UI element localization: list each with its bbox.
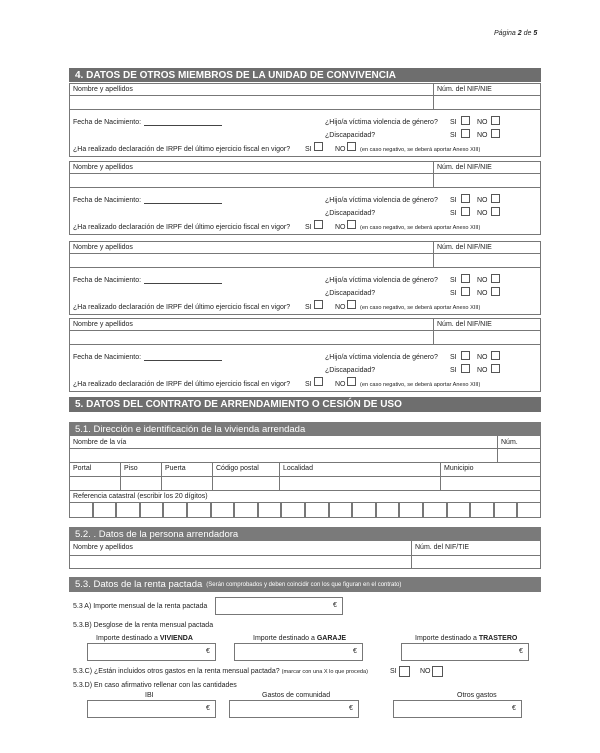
cadastral-digit-input[interactable]: [447, 502, 471, 518]
member-violence-no-checkbox[interactable]: [491, 351, 500, 360]
member-name-input[interactable]: [70, 96, 432, 108]
member-nif-input[interactable]: [434, 331, 540, 343]
member-violence-yes-checkbox[interactable]: [461, 274, 470, 283]
member-violence-yes-label: SI: [450, 354, 457, 361]
section-5-header: 5. DATOS DEL CONTRATO DE ARRENDAMIENTO O CESIÓN DE USO: [69, 397, 541, 412]
member-disability-yes-checkbox[interactable]: [461, 364, 470, 373]
other-expenses-note: (marcar con una X lo que proceda): [281, 669, 369, 675]
cadastral-digit-input[interactable]: [140, 502, 164, 518]
member-nif-label: Núm. del NIF/NIE: [437, 164, 492, 171]
cadastral-digit-input[interactable]: [258, 502, 282, 518]
member-nif-label: Núm. del NIF/NIE: [437, 321, 492, 328]
page-number: [494, 30, 537, 37]
member-irpf-yes-checkbox[interactable]: [314, 142, 323, 151]
landlord-nif-input[interactable]: [412, 556, 540, 568]
member-nif-input[interactable]: [434, 174, 540, 186]
garaje-input[interactable]: [234, 643, 363, 661]
member-violence-no-checkbox[interactable]: [491, 194, 500, 203]
member-violence-label: ¿Hijo/a víctima violencia de género?: [325, 119, 438, 126]
monthly-rent-currency: €: [333, 602, 337, 609]
cadastral-digit-input[interactable]: [187, 502, 211, 518]
other-expenses-no-label: NO: [420, 668, 431, 675]
page-total: 5: [533, 30, 538, 37]
member-irpf-no-checkbox[interactable]: [347, 300, 356, 309]
cadastral-digit-input[interactable]: [234, 502, 258, 518]
section-4-header: 4. DATOS DE OTROS MIEMBROS DE LA UNIDAD DE CONVIVENCIA: [69, 68, 541, 82]
cadastral-digit-input[interactable]: [93, 502, 117, 518]
puerta-label: Puerta: [165, 465, 186, 472]
member-birth-input[interactable]: [144, 360, 222, 361]
member-violence-no-label: NO: [477, 119, 488, 126]
member-irpf-note: (en caso negativo, se deberá aportar Anexo XIII): [360, 382, 481, 388]
member-nif-label: Núm. del NIF/NIE: [437, 86, 492, 93]
trastero-label: [415, 635, 517, 642]
member-nif-input[interactable]: [434, 96, 540, 108]
other-expenses-question: [73, 668, 368, 675]
member-disability-label: ¿Discapacidad?: [325, 132, 376, 139]
amounts-label: 5.3.D) En caso afirmativo rellenar con las cantidades: [73, 682, 237, 689]
cadastral-digit-input[interactable]: [423, 502, 447, 518]
member-violence-label: ¿Hijo/a víctima violencia de género?: [325, 197, 438, 204]
other-expenses-yes-label: SI: [390, 668, 397, 675]
member-disability-yes-checkbox[interactable]: [461, 129, 470, 138]
member-irpf-no-label: NO: [335, 304, 346, 311]
cadastral-digit-input[interactable]: [116, 502, 140, 518]
member-irpf-label: ¿Ha realizado declaración de IRPF del último ejercicio fiscal en vigor?: [73, 146, 291, 153]
member-irpf-yes-checkbox[interactable]: [314, 220, 323, 229]
street-label: Nombre de la vía: [73, 439, 127, 446]
member-violence-no-checkbox[interactable]: [491, 274, 500, 283]
member-irpf-label: ¿Ha realizado declaración de IRPF del último ejercicio fiscal en vigor?: [73, 224, 291, 231]
trastero-currency: €: [519, 648, 523, 655]
member-nif-input[interactable]: [434, 254, 540, 266]
other-currency: €: [512, 705, 516, 712]
member-violence-no-checkbox[interactable]: [491, 116, 500, 125]
page-label: Página: [494, 30, 516, 37]
member-nif-label: Núm. del NIF/NIE: [437, 244, 492, 251]
section-5-3-title: 5.3. Datos de la renta pactada: [75, 579, 203, 590]
page-current: 2: [517, 30, 522, 37]
vivienda-prefix: Importe destinado a: [96, 635, 158, 642]
member-irpf-no-checkbox[interactable]: [347, 377, 356, 386]
member-birth-label: Fecha de Nacimiento:: [73, 119, 142, 126]
cadastral-digit-input[interactable]: [211, 502, 235, 518]
member-violence-yes-checkbox[interactable]: [461, 194, 470, 203]
member-violence-yes-label: SI: [450, 119, 457, 126]
member-disability-no-checkbox[interactable]: [491, 207, 500, 216]
member-birth-label: Fecha de Nacimiento:: [73, 197, 142, 204]
garaje-bold: GARAJE: [316, 635, 347, 642]
ibi-currency: €: [206, 705, 210, 712]
section-5-2-header: 5.2. . Datos de la persona arrendadora: [69, 527, 541, 541]
garaje-label: [253, 635, 346, 642]
cadastral-digit-input[interactable]: [329, 502, 353, 518]
member-irpf-label: ¿Ha realizado declaración de IRPF del último ejercicio fiscal en vigor?: [73, 381, 291, 388]
cadastral-digit-input[interactable]: [517, 502, 541, 518]
postal-code-label: Código postal: [216, 465, 259, 472]
member-disability-yes-label: SI: [450, 210, 457, 217]
member-violence-no-label: NO: [477, 277, 488, 284]
municipality-label: Municipio: [444, 465, 474, 472]
trastero-input[interactable]: [401, 643, 529, 661]
trastero-bold: TRASTERO: [478, 635, 518, 642]
street-name-input[interactable]: [70, 449, 496, 461]
cadastral-digit-input[interactable]: [281, 502, 305, 518]
trastero-prefix: Importe destinado a: [415, 635, 477, 642]
section-5-3-header: [69, 577, 541, 592]
member-disability-no-checkbox[interactable]: [491, 364, 500, 373]
member-irpf-no-label: NO: [335, 381, 346, 388]
member-disability-label: ¿Discapacidad?: [325, 210, 376, 217]
ibi-label: IBI: [145, 692, 154, 699]
member-irpf-yes-label: SI: [305, 304, 312, 311]
community-label: Gastos de comunidad: [262, 692, 331, 699]
other-expenses-yes-checkbox[interactable]: [399, 666, 410, 677]
member-irpf-note: (en caso negativo, se deberá aportar Anexo XIII): [360, 225, 481, 231]
member-disability-label: ¿Discapacidad?: [325, 290, 376, 297]
member-disability-no-label: NO: [477, 367, 488, 374]
portal-label: Portal: [73, 465, 92, 472]
monthly-rent-input[interactable]: [215, 597, 343, 615]
monthly-rent-label: 5.3 A) Importe mensual de la renta pactada: [73, 603, 208, 610]
member-disability-yes-checkbox[interactable]: [461, 207, 470, 216]
member-disability-no-checkbox[interactable]: [491, 287, 500, 296]
cadastral-digit-input[interactable]: [376, 502, 400, 518]
member-name-label: Nombre y apellidos: [73, 86, 133, 93]
member-name-input[interactable]: [70, 174, 432, 186]
member-irpf-label: ¿Ha realizado declaración de IRPF del último ejercicio fiscal en vigor?: [73, 304, 291, 311]
member-irpf-no-label: NO: [335, 224, 346, 231]
member-disability-no-checkbox[interactable]: [491, 129, 500, 138]
breakdown-label: 5.3.B) Desglose de la renta mensual pactada: [73, 622, 214, 629]
landlord-name-label: Nombre y apellidos: [73, 544, 133, 551]
member-irpf-yes-label: SI: [305, 381, 312, 388]
other-input[interactable]: [393, 700, 522, 718]
community-currency: €: [349, 705, 353, 712]
member-disability-yes-checkbox[interactable]: [461, 287, 470, 296]
member-disability-yes-label: SI: [450, 290, 457, 297]
cadastral-digit-input[interactable]: [399, 502, 423, 518]
member-violence-label: ¿Hijo/a víctima violencia de género?: [325, 277, 438, 284]
member-violence-label: ¿Hijo/a víctima violencia de género?: [325, 354, 438, 361]
vivienda-bold: VIVIENDA: [159, 635, 193, 642]
street-number-label: Núm.: [501, 439, 518, 446]
community-input[interactable]: [229, 700, 359, 718]
member-disability-no-label: NO: [477, 290, 488, 297]
member-irpf-no-checkbox[interactable]: [347, 220, 356, 229]
member-name-label: Nombre y apellidos: [73, 321, 133, 328]
section-5-3-note: (Serán comprobados y deben coincidir con los que figuran en el contrato): [206, 581, 402, 588]
street-number-input[interactable]: [498, 449, 540, 461]
vivienda-input[interactable]: [87, 643, 216, 661]
ibi-input[interactable]: [87, 700, 216, 718]
member-irpf-yes-checkbox[interactable]: [314, 377, 323, 386]
piso-label: Piso: [124, 465, 138, 472]
member-birth-input[interactable]: [144, 125, 222, 126]
member-birth-label: Fecha de Nacimiento:: [73, 277, 142, 284]
other-expenses-label: 5.3.C) ¿Están incluidos otros gastos en la renta mensual pactada?: [73, 668, 280, 675]
member-name-label: Nombre y apellidos: [73, 164, 133, 171]
landlord-nif-label: Núm. del NIF/TIE: [415, 544, 470, 551]
vivienda-currency: €: [206, 648, 210, 655]
member-violence-yes-label: SI: [450, 197, 457, 204]
member-violence-yes-checkbox[interactable]: [461, 351, 470, 360]
member-irpf-yes-label: SI: [305, 224, 312, 231]
member-irpf-yes-checkbox[interactable]: [314, 300, 323, 309]
member-violence-no-label: NO: [477, 197, 488, 204]
other-label: Otros gastos: [457, 692, 497, 699]
member-violence-no-label: NO: [477, 354, 488, 361]
vivienda-label: [96, 635, 193, 642]
section-5-1-header: 5.1. Dirección e identificación de la vivienda arrendada: [69, 422, 541, 436]
cadastral-digit-input[interactable]: [494, 502, 518, 518]
member-disability-no-label: NO: [477, 210, 488, 217]
member-name-label: Nombre y apellidos: [73, 244, 133, 251]
member-birth-input[interactable]: [144, 283, 222, 284]
member-disability-label: ¿Discapacidad?: [325, 367, 376, 374]
cadastral-digit-input[interactable]: [352, 502, 376, 518]
other-expenses-no-checkbox[interactable]: [432, 666, 443, 677]
page-of: de: [523, 30, 532, 37]
locality-label: Localidad: [283, 465, 313, 472]
member-irpf-note: (en caso negativo, se deberá aportar Anexo XIII): [360, 147, 481, 153]
landlord-name-input[interactable]: [70, 556, 410, 568]
member-birth-input[interactable]: [144, 203, 222, 204]
member-violence-yes-label: SI: [450, 277, 457, 284]
member-irpf-yes-label: SI: [305, 146, 312, 153]
cadastral-label: Referencia catastral (escribir los 20 dígitos): [73, 493, 208, 500]
member-irpf-no-checkbox[interactable]: [347, 142, 356, 151]
member-irpf-note: (en caso negativo, se deberá aportar Anexo XIII): [360, 305, 481, 311]
member-disability-yes-label: SI: [450, 132, 457, 139]
member-irpf-no-label: NO: [335, 146, 346, 153]
cadastral-digit-input[interactable]: [305, 502, 329, 518]
member-violence-yes-checkbox[interactable]: [461, 116, 470, 125]
garaje-prefix: Importe destinado a: [253, 635, 315, 642]
member-name-input[interactable]: [70, 331, 432, 343]
cadastral-digit-input[interactable]: [470, 502, 494, 518]
cadastral-digit-input[interactable]: [163, 502, 187, 518]
member-disability-no-label: NO: [477, 132, 488, 139]
garaje-currency: €: [353, 648, 357, 655]
cadastral-digit-input[interactable]: [69, 502, 93, 518]
member-birth-label: Fecha de Nacimiento:: [73, 354, 142, 361]
member-name-input[interactable]: [70, 254, 432, 266]
member-disability-yes-label: SI: [450, 367, 457, 374]
